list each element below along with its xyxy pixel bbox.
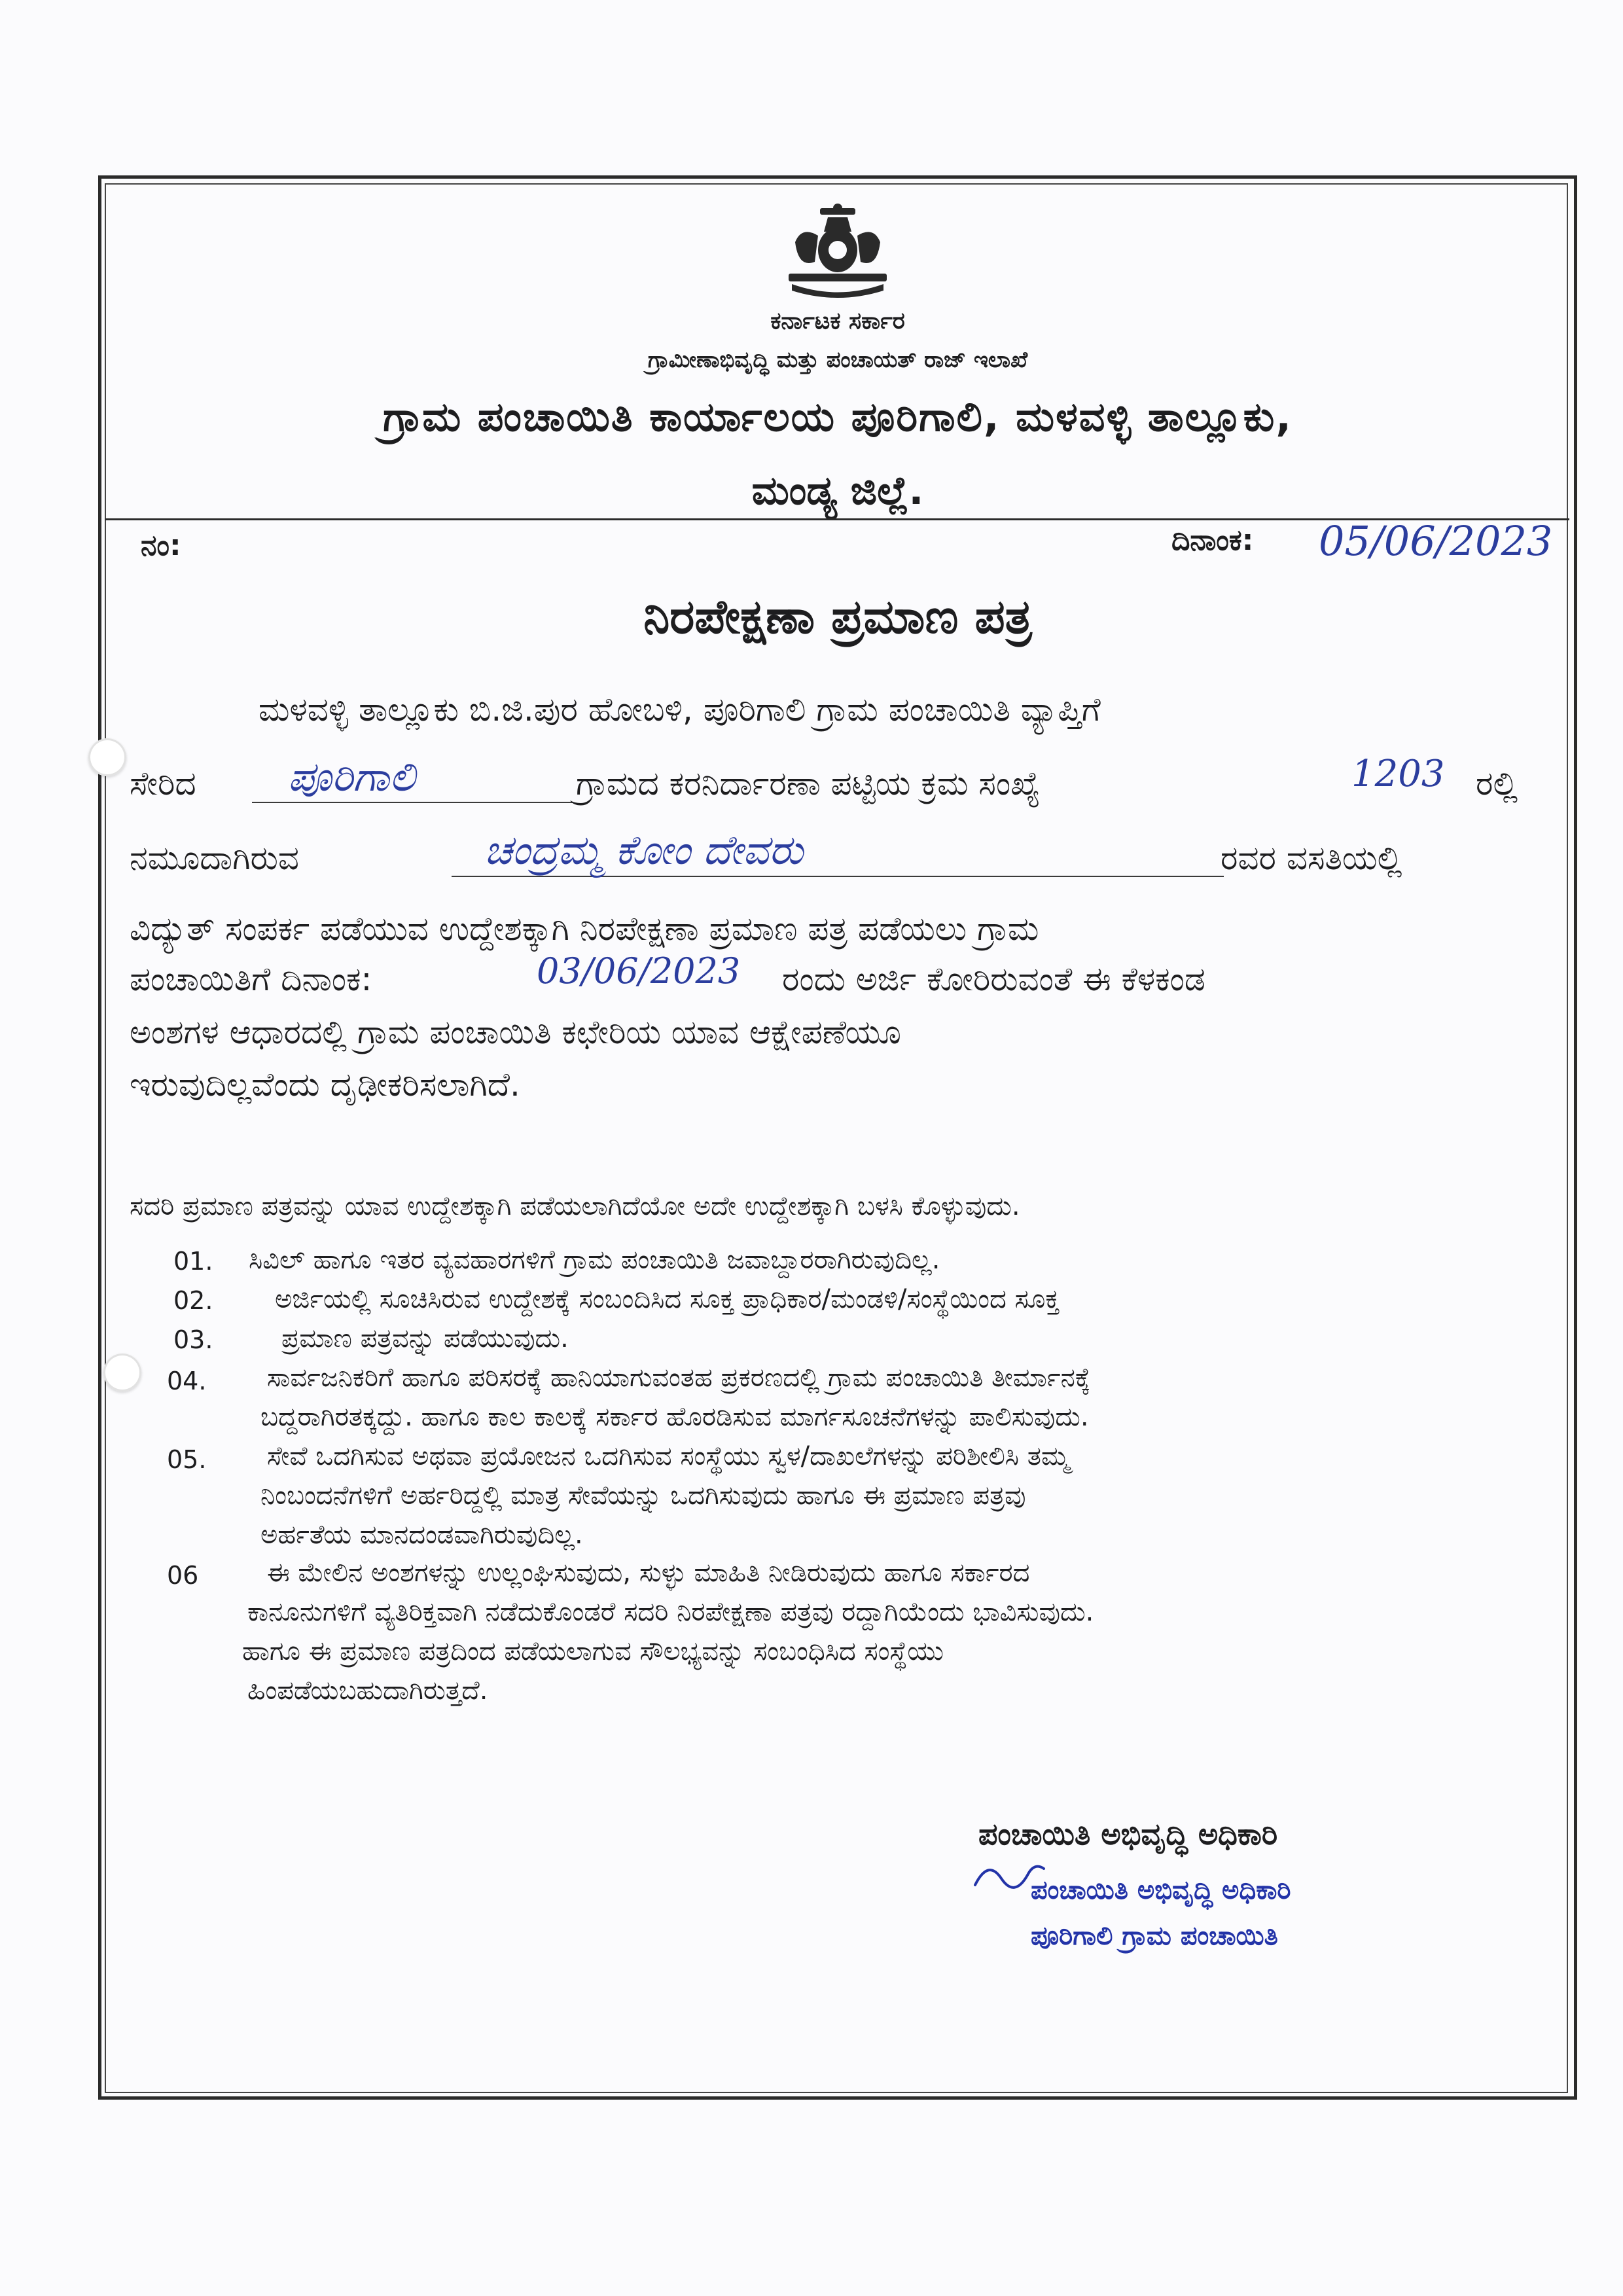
condition-text: ಅರ್ಜಿಯಲ್ಲಿ ಸೂಚಿಸಿರುವ ಉದ್ದೇಶಕ್ಕೆ ಸಂಬಂದಿಸಿದ ಸೂಕ್ತ ಪ್ರಾಧಿಕಾರ/ಮಂಡಳಿ/ಸಂಸ್ಥೆಯಿಂದ ಸೂಕ್ತ (275, 1284, 1060, 1314)
condition-text: ಅರ್ಹತೆಯ ಮಾನದಂಡವಾಗಿರುವುದಿಲ್ಲ. (260, 1520, 583, 1550)
condition-text: ಕಾನೂನುಗಳಿಗೆ ವ್ಯತಿರಿಕ್ತವಾಗಿ ನಡೆದುಕೊಂಡರೆ ಸದರಿ ನಿರಪೇಕ್ಷಣಾ ಪತ್ರವು ರದ್ದಾಗಿಯೆಂದು ಭಾವಿಸುವುದು. (247, 1597, 1094, 1627)
body-line: ರಂದು ಅರ್ಜಿ ಕೋರಿರುವಂತೆ ಈ ಕೆಳಕಂಡ (782, 960, 1205, 998)
usage-note: ಸದರಿ ಪ್ರಮಾಣ ಪತ್ರವನ್ನು ಯಾವ ಉದ್ದೇಶಕ್ಕಾಗಿ ಪಡೆಯಲಾಗಿದೆಯೋ ಅದೇ ಉದ್ದೇಶಕ್ಕಾಗಿ ಬಳಸಿ ಕೊಳ್ಳುವುದು. (130, 1191, 1020, 1221)
stamp-designation: ಪಂಚಾಯಿತಿ ಅಭಿವೃದ್ಧಿ ಅಧಿಕಾರಿ (1031, 1875, 1291, 1905)
district-name: ಮಂಡ್ಯ ಜಿಲ್ಲೆ. (751, 468, 924, 514)
condition-number: 05. (167, 1445, 207, 1474)
body-line: ಇರುವುದಿಲ್ಲವೆಂದು ದೃಢೀಕರಿಸಲಾಗಿದೆ. (130, 1066, 520, 1103)
condition-number: 02. (173, 1286, 213, 1315)
government-name: ಕರ್ನಾಟಕ ಸರ್ಕಾರ (770, 308, 905, 334)
punch-hole (88, 738, 126, 776)
body-line: ಪಂಚಾಯಿತಿಗೆ ದಿನಾಂಕ: (130, 960, 372, 998)
body-line: ನಮೂದಾಗಿರುವ (130, 839, 299, 877)
condition-text: ಬದ್ದರಾಗಿರತಕ್ಕದ್ದು. ಹಾಗೂ ಕಾಲ ಕಾಲಕ್ಕೆ ಸರ್ಕಾರ ಹೊರಡಿಸುವ ಮಾರ್ಗಸೂಚನೆಗಳನ್ನು ಪಾಲಿಸುವುದು. (260, 1402, 1089, 1432)
body-line: ಅಂಶಗಳ ಆಧಾರದಲ್ಲಿ ಗ್ರಾಮ ಪಂಚಾಯಿತಿ ಕಛೇರಿಯ ಯಾವ ಆಕ್ಷೇಪಣೆಯೂ (130, 1013, 901, 1051)
body-line: ಸೇರಿದ (130, 764, 196, 802)
condition-number: 04. (167, 1367, 207, 1395)
fill-underline (252, 802, 573, 803)
department-name: ಗ್ರಾಮೀಣಾಭಿವೃದ್ಧಿ ಮತ್ತು ಪಂಚಾಯತ್ ರಾಜ್ ಇಲಾಖೆ (647, 347, 1028, 373)
condition-text: ಸಿವಿಲ್ ಹಾಗೂ ಇತರ ವ್ಯವಹಾರಗಳಿಗೆ ಗ್ರಾಮ ಪಂಚಾಯಿತಿ ಜವಾಬ್ದಾರರಾಗಿರುವುದಿಲ್ಲ. (249, 1245, 940, 1275)
condition-text: ಪ್ರಮಾಣ ಪತ್ರವನ್ನು ಪಡೆಯುವುದು. (281, 1323, 569, 1354)
condition-text: ಹಿಂಪಡೆಯಬಹುದಾಗಿರುತ್ತದೆ. (247, 1676, 488, 1706)
punch-hole (103, 1354, 141, 1391)
condition-number: 01. (173, 1247, 213, 1276)
condition-text: ಹಾಗೂ ಈ ಪ್ರಮಾಣ ಪತ್ರದಿಂದ ಪಡೆಯಲಾಗುವ ಸೌಲಭ್ಯವನ್ನು ಸಂಬಂಧಿಸಿದ ಸಂಸ್ಥೆಯು (242, 1636, 944, 1666)
condition-text: ಈ ಮೇಲಿನ ಅಂಶಗಳನ್ನು ಉಲ್ಲಂಘಿಸುವುದು, ಸುಳ್ಳು ಮಾಹಿತಿ ನೀಡಿರುವುದು ಹಾಗೂ ಸರ್ಕಾರದ (267, 1558, 1030, 1588)
condition-text: ಸಾರ್ವಜನಿಕರಿಗೆ ಹಾಗೂ ಪರಿಸರಕ್ಕೆ ಹಾನಿಯಾಗುವಂತಹ ಪ್ರಕರಣದಲ್ಲಿ ಗ್ರಾಮ ಪಂಚಾಯಿತಿ ತೀರ್ಮಾನಕ್ಕೆ (267, 1363, 1091, 1393)
body-line: ಗ್ರಾಮದ ಕರನಿರ್ದಾರಣಾ ಪಟ್ಟಿಯ ಕ್ರಮ ಸಂಖ್ಯೆ (576, 764, 1041, 802)
stamp-office: ಪೂರಿಗಾಲಿ ಗ್ರಾಮ ಪಂಚಾಯಿತಿ (1031, 1921, 1278, 1951)
condition-text: ನಿಂಬಂದನೆಗಳಿಗೆ ಅರ್ಹರಿದ್ದಲ್ಲಿ ಮಾತ್ರ ಸೇವೆಯನ್ನು ಒದಗಿಸುವುದು ಹಾಗೂ ಈ ಪ್ರಮಾಣ ಪತ್ರವು (260, 1480, 1026, 1511)
application-date-fill: 03/06/2023 (537, 950, 741, 992)
village-fill: ಪೂರಿಗಾಲಿ (288, 753, 416, 800)
serial-number-fill: 1203 (1351, 753, 1445, 795)
certificate-title: ನಿರಪೇಕ್ಷಣಾ ಪ್ರಮಾಣ ಪತ್ರ (643, 589, 1032, 644)
state-emblem-icon (782, 203, 893, 304)
body-line: ರವರ ವಸತಿಯಲ್ಲಿ (1221, 839, 1402, 877)
date-label: ದಿನಾಂಕ: (1171, 524, 1254, 557)
office-name: ಗ್ರಾಮ ಪಂಚಾಯಿತಿ ಕಾರ್ಯಾಲಯ ಪೂರಿಗಾಲಿ, ಮಳವಳ್ಳಿ ತಾಲ್ಲೂಕು, (383, 393, 1293, 440)
signatory-designation: ಪಂಚಾಯಿತಿ ಅಭಿವೃದ್ಧಿ ಅಧಿಕಾರಿ (978, 1816, 1278, 1852)
condition-number: 03. (173, 1325, 213, 1354)
date-value: 05/06/2023 (1319, 517, 1553, 565)
fill-underline (452, 876, 1224, 877)
reference-number-label: ನಂ: (141, 529, 181, 562)
body-line: ರಲ್ಲಿ (1476, 764, 1518, 802)
condition-number: 06 (167, 1561, 199, 1590)
condition-text: ಸೇವೆ ಒದಗಿಸುವ ಅಥವಾ ಪ್ರಯೋಜನ ಒದಗಿಸುವ ಸಂಸ್ಥೆಯು ಸ್ವಳ/ದಾಖಲೆಗಳನ್ನು ಪರಿಶೀಲಿಸಿ ತಮ್ಮ (267, 1441, 1070, 1471)
applicant-name-fill: ಚಂದ್ರಮ್ಮ ಕೋಂ ದೇವರು (484, 826, 804, 874)
body-line: ಮಳವಳ್ಳಿ ತಾಲ್ಲೂಕು ಬಿ.ಜಿ.ಪುರ ಹೋಬಳಿ, ಪೂರಿಗಾಲಿ ಗ್ರಾಮ ಪಂಚಾಯಿತಿ ವ್ಯಾಪ್ತಿಗೆ (259, 691, 1101, 728)
body-line: ವಿದ್ಯುತ್ ಸಂಪರ್ಕ ಪಡೆಯುವ ಉದ್ದೇಶಕ್ಕಾಗಿ ನಿರಪೇಕ್ಷಣಾ ಪ್ರಮಾಣ ಪತ್ರ ಪಡೆಯಲು ಗ್ರಾಮ (130, 910, 1039, 948)
